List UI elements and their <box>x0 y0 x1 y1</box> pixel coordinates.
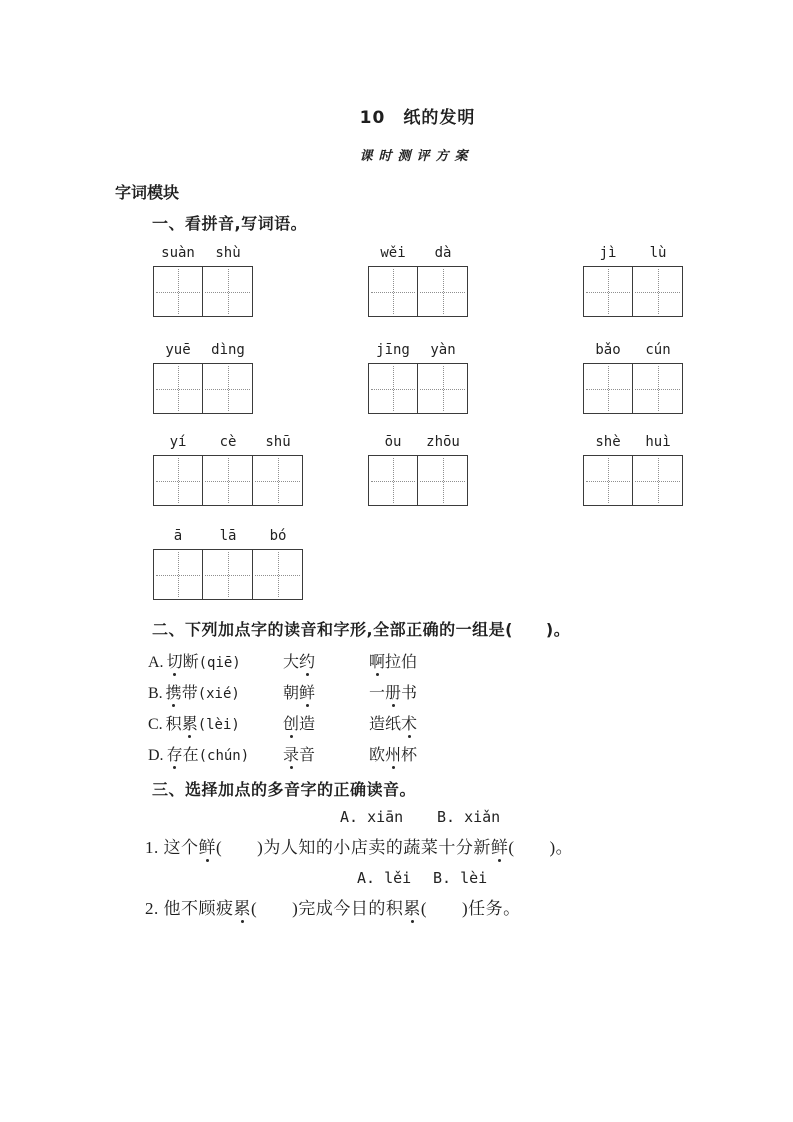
pinyin-grid-group <box>153 528 303 600</box>
writing-cell <box>203 455 253 506</box>
option-word-2 <box>283 680 369 703</box>
text-segment: 在 <box>182 747 199 764</box>
pinyin-grid-group <box>368 245 468 317</box>
option-word-3 <box>369 680 417 703</box>
pinyin-labels <box>153 528 303 544</box>
option-label: C. <box>148 716 163 733</box>
writing-cell-row <box>368 266 468 317</box>
module-label: 字词模块 <box>115 183 180 202</box>
writing-cell-row <box>583 363 683 414</box>
writing-cell <box>153 455 203 506</box>
dotted-char: 鲜 <box>199 833 217 858</box>
pinyin-grid-group <box>368 434 468 506</box>
text-segment: 一 <box>369 685 386 702</box>
pinyin-label: ōu <box>384 434 402 450</box>
pinyin-labels <box>583 342 683 358</box>
writing-cell <box>368 266 418 317</box>
option-row <box>148 711 417 734</box>
writing-cell <box>153 549 203 600</box>
writing-cell <box>203 363 253 414</box>
pinyin-label: dà <box>434 245 452 261</box>
pinyin-grid-group <box>368 342 468 414</box>
writing-cell <box>418 455 468 506</box>
pinyin-label: lā <box>219 528 237 544</box>
text-segment: ( )完成今日的积 <box>251 899 404 918</box>
dotted-char: 累 <box>234 894 252 919</box>
worksheet-subtitle: 课时测评方案 <box>359 149 474 164</box>
pinyin-label: shù <box>215 245 241 261</box>
option-word-2 <box>283 711 369 734</box>
dotted-char: 切 <box>167 649 183 672</box>
pinyin-grid-group <box>583 434 683 506</box>
writing-cell <box>368 363 418 414</box>
pinyin-label: shè <box>595 434 621 450</box>
pinyin-label: lù <box>649 245 667 261</box>
pinyin-annotation: (lèi) <box>197 717 240 733</box>
text-segment: ( )为人知的小店卖的蔬菜十分新 <box>216 838 491 857</box>
writing-cell <box>153 363 203 414</box>
writing-cell-row <box>368 455 468 506</box>
pinyin-labels <box>583 245 683 261</box>
pinyin-grid-group <box>583 342 683 414</box>
pinyin-label: dìng <box>211 342 245 358</box>
text-segment: 2. 他不顾疲 <box>145 899 234 918</box>
text-segment: 积 <box>165 716 182 733</box>
dotted-char: 累 <box>403 894 421 919</box>
pinyin-label: bó <box>269 528 287 544</box>
pinyin-label: yuē <box>165 342 191 358</box>
pinyin-label: yàn <box>430 342 456 358</box>
writing-cell <box>418 266 468 317</box>
option-word-1 <box>148 649 283 672</box>
writing-cell <box>153 266 203 317</box>
dotted-char: 啊 <box>369 649 385 672</box>
pinyin-label: cún <box>645 342 671 358</box>
text-segment: 大 <box>283 654 300 671</box>
text-segment: 造 <box>299 716 316 733</box>
writing-cell <box>203 266 253 317</box>
pinyin-labels <box>153 434 303 450</box>
pinyin-labels <box>368 434 468 450</box>
dotted-char: 册 <box>385 680 401 703</box>
pinyin-label: cè <box>219 434 237 450</box>
writing-cell <box>253 455 303 506</box>
pinyin-label: bǎo <box>595 342 621 358</box>
option-label: B. <box>148 685 163 702</box>
question1-sentence <box>145 833 573 858</box>
exercise1-heading: 一、看拼音,写词语。 <box>152 214 308 233</box>
writing-cell <box>633 455 683 506</box>
question2-sentence <box>145 894 521 919</box>
pinyin-labels <box>153 342 253 358</box>
pinyin-label: yí <box>169 434 187 450</box>
text-segment: 杯 <box>401 747 418 764</box>
writing-cell-row <box>583 266 683 317</box>
pinyin-label: huì <box>645 434 671 450</box>
dotted-char: 鲜 <box>299 680 315 703</box>
pinyin-label: ā <box>173 528 183 544</box>
option-label: D. <box>148 747 164 764</box>
text-segment: 拉伯 <box>385 654 418 671</box>
text-segment: 欧 <box>369 747 386 764</box>
pinyin-grid-group <box>583 245 683 317</box>
dotted-char: 累 <box>182 711 198 734</box>
pinyin-label: suàn <box>161 245 195 261</box>
q2-choice-b: B. lèi <box>433 869 488 887</box>
option-label: A. <box>148 654 164 671</box>
option-word-3 <box>369 742 417 765</box>
option-word-1 <box>148 680 283 703</box>
option-row <box>148 649 417 672</box>
writing-cell <box>633 266 683 317</box>
pinyin-label: jì <box>599 245 617 261</box>
pinyin-grid-group <box>153 342 253 414</box>
writing-cell-row <box>153 363 253 414</box>
text-segment: 书 <box>401 685 418 702</box>
text-segment: 带 <box>181 685 198 702</box>
option-row <box>148 742 417 765</box>
pinyin-label: wěi <box>380 245 406 261</box>
writing-cell <box>203 549 253 600</box>
writing-cell <box>583 266 633 317</box>
option-word-2 <box>283 742 369 765</box>
writing-cell <box>368 455 418 506</box>
dotted-char: 存 <box>167 742 183 765</box>
q1-choice-b: B. xiǎn <box>437 808 501 826</box>
pinyin-grid-group <box>153 434 303 506</box>
option-word-1 <box>148 711 283 734</box>
option-word-2 <box>283 649 369 672</box>
option-word-3 <box>369 711 417 734</box>
writing-cell <box>253 549 303 600</box>
pinyin-annotation: (xié) <box>197 686 240 702</box>
pinyin-label: jīng <box>376 342 410 358</box>
pinyin-label: shū <box>265 434 291 450</box>
q2-choice-a: A. lěi <box>357 869 412 887</box>
exercise3-heading: 三、选择加点的多音字的正确读音。 <box>152 780 417 799</box>
text-segment: 朝 <box>283 685 300 702</box>
pinyin-labels <box>368 245 468 261</box>
writing-cell <box>583 455 633 506</box>
writing-cell <box>633 363 683 414</box>
writing-cell-row <box>153 266 253 317</box>
writing-cell <box>418 363 468 414</box>
text-segment: 造纸 <box>369 716 402 733</box>
writing-cell <box>583 363 633 414</box>
writing-cell-row <box>368 363 468 414</box>
text-segment: ( )。 <box>508 838 574 857</box>
dotted-char: 州 <box>385 742 401 765</box>
text-segment: ( )任务。 <box>420 899 521 918</box>
pinyin-labels <box>583 434 683 450</box>
option-word-1 <box>148 742 283 765</box>
pinyin-labels <box>368 342 468 358</box>
q1-choice-a: A. xiān <box>340 808 404 826</box>
writing-cell-row <box>153 455 303 506</box>
text-segment: 1. 这个 <box>145 838 199 857</box>
dotted-char: 鲜 <box>491 833 509 858</box>
pinyin-labels <box>153 245 253 261</box>
text-segment: 断 <box>182 654 199 671</box>
option-word-3 <box>369 649 417 672</box>
dotted-char: 术 <box>401 711 417 734</box>
dotted-char: 约 <box>299 649 315 672</box>
writing-cell-row <box>583 455 683 506</box>
pinyin-annotation: (qiē) <box>198 655 241 671</box>
text-segment: 音 <box>299 747 316 764</box>
exercise2-heading: 二、下列加点字的读音和字形,全部正确的一组是( )。 <box>152 620 571 639</box>
dotted-char: 携 <box>166 680 182 703</box>
dotted-char: 录 <box>283 742 299 765</box>
dotted-char: 创 <box>283 711 299 734</box>
pinyin-grid-group <box>153 245 253 317</box>
pinyin-label: zhōu <box>426 434 460 450</box>
option-row <box>148 680 417 703</box>
lesson-title: 10 纸的发明 <box>359 108 476 128</box>
pinyin-annotation: (chún) <box>198 748 250 764</box>
writing-cell-row <box>153 549 303 600</box>
